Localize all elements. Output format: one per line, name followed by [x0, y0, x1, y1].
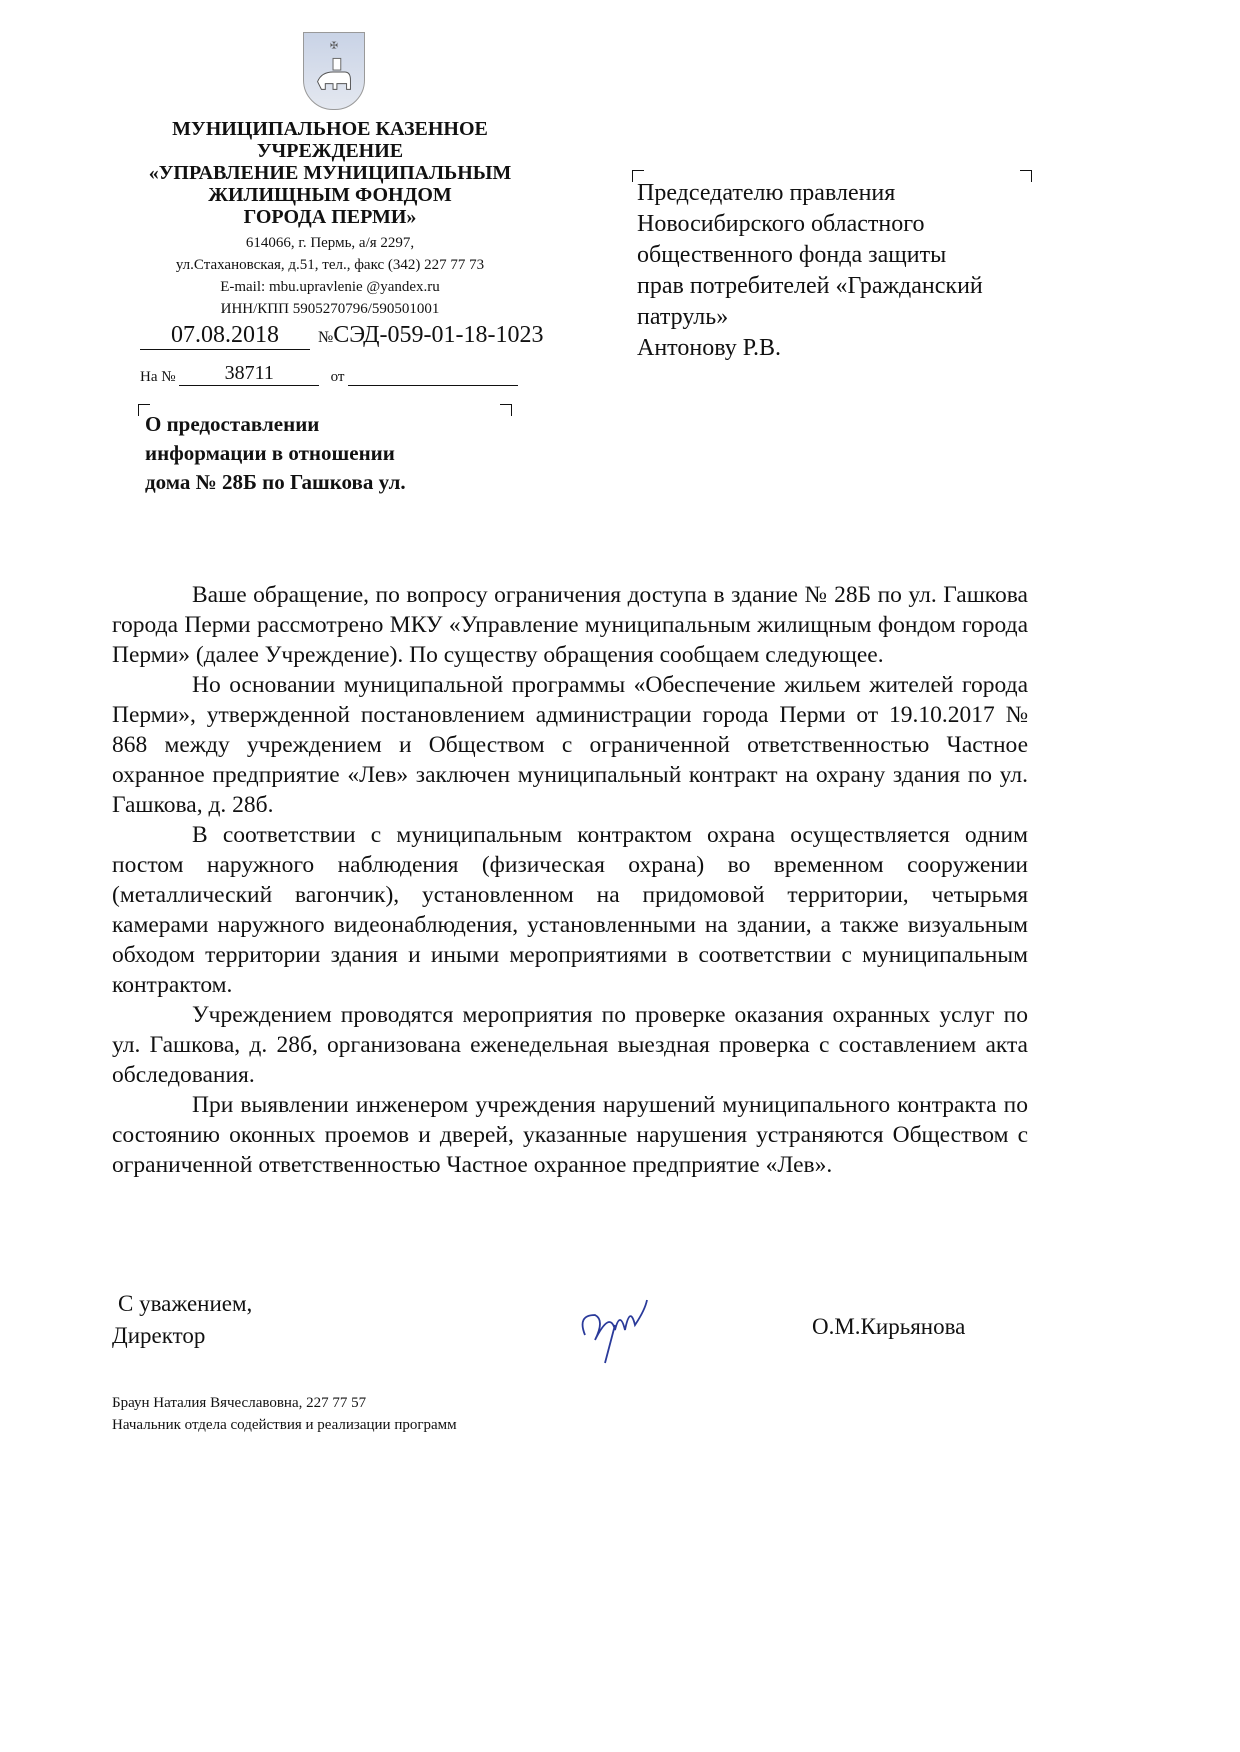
paragraph: Учреждением проводятся мероприятия по проверке оказания охранных услуг по ул. Гашкова, д. 28б, организована еженедельная выездная проверка с составлением акта обследования.	[112, 1002, 1028, 1088]
paragraph: Ваше обращение, по вопросу ограничения доступа в здание № 28Б по ул. Гашкова города Перми рассмотрено МКУ «Управление муниципальным жилищным фондом города Перми» (далее Учреждение). По существу обращения сообщаем следующее.	[112, 582, 1028, 668]
paragraph: При выявлении инженером учреждения нарушений муниципального контракта по состоянию оконных проемов и дверей, указанные нарушения устраняются Обществом с ограниченной ответственностью Частное охранное предприятие «Лев».	[112, 1092, 1028, 1178]
organization-address	[120, 232, 540, 320]
recipient-line: общественного фонда защиты	[637, 242, 947, 268]
org-line: МУНИЦИПАЛЬНОЕ КАЗЕННОЕ	[172, 118, 488, 140]
paragraph: В соответствии с муниципальным контрактом охрана осуществляется одним постом наружного наблюдения (физическая охрана) во временном сооружении (металлический вагончик), установленном на придомовой территории, четырьмя камерами наружного видеонаблюдения, установленными на здании, а также визуальным обходом территории здания и иными мероприятиями в соответствии с муниципальным контрактом.	[112, 822, 1028, 998]
paragraph: Но основании муниципальной программы «Обеспечение жильем жителей города Перми», утвержденной постановлением администрации города Перми от 19.10.2017 № 868 между учреждением и Обществом с ограниченной ответственностью Частное охранное предприятие «Лев» заключен муниципальный контракт на охрану здания по ул. Гашкова, д. 28б.	[112, 672, 1028, 818]
signer-name: О.М.Кирьянова	[812, 1314, 966, 1339]
from-label: от	[330, 369, 345, 385]
recipient-line: Антонову Р.В.	[637, 335, 782, 361]
closing	[112, 1288, 252, 1352]
address-line: 614066, г. Пермь, а/я 2297,	[245, 235, 415, 251]
org-line: «УПРАВЛЕНИЕ МУНИЦИПАЛЬНЫМ	[148, 162, 512, 184]
number-label: №	[318, 329, 334, 346]
document-date: 07.08.2018	[140, 322, 310, 350]
svg-text:✠: ✠	[329, 40, 339, 52]
address-line: ИНН/КПП 5905270796/590501001	[220, 301, 440, 317]
recipient	[637, 178, 1037, 364]
executor-contact: Браун Наталия Вячеславовна, 227 77 57	[112, 1395, 367, 1411]
executor-info	[112, 1392, 457, 1436]
address-line: ул.Стахановская, д.51, тел., факс (342) 227 77 73	[175, 257, 485, 273]
number-value: СЭД-059-01-18-1023	[333, 322, 544, 348]
recipient-line: Новосибирского областного	[637, 211, 925, 237]
coat-of-arms-logo	[303, 32, 365, 110]
document-number	[318, 322, 543, 349]
reply-label: На №	[140, 369, 176, 385]
subject-line: дома № 28Б по Гашкова ул.	[145, 470, 406, 494]
org-line: УЧРЕЖДЕНИЕ	[256, 140, 404, 162]
subject	[145, 410, 505, 497]
org-line: ГОРОДА ПЕРМИ»	[243, 206, 417, 228]
regards: С уважением,	[118, 1291, 253, 1316]
recipient-line: Председателю правления	[637, 180, 896, 206]
letter-body	[112, 580, 1028, 1180]
reply-reference	[140, 362, 518, 386]
address-line: E-mail: mbu.upravlenie @yandex.ru	[220, 279, 440, 295]
recipient-line: патруль»	[637, 304, 729, 330]
subject-line: информации в отношении	[145, 441, 395, 465]
handwritten-signature	[575, 1295, 655, 1365]
reply-number: 38711	[179, 362, 319, 386]
org-line: ЖИЛИЩНЫМ ФОНДОМ	[208, 184, 452, 206]
signer-position: Директор	[112, 1323, 206, 1348]
executor-department: Начальник отдела содействия и реализации программ	[112, 1417, 457, 1433]
from-date-blank	[348, 385, 518, 386]
subject-line: О предоставлении	[145, 412, 320, 436]
recipient-line: прав потребителей «Гражданский	[637, 273, 983, 299]
organization-name	[120, 118, 540, 228]
